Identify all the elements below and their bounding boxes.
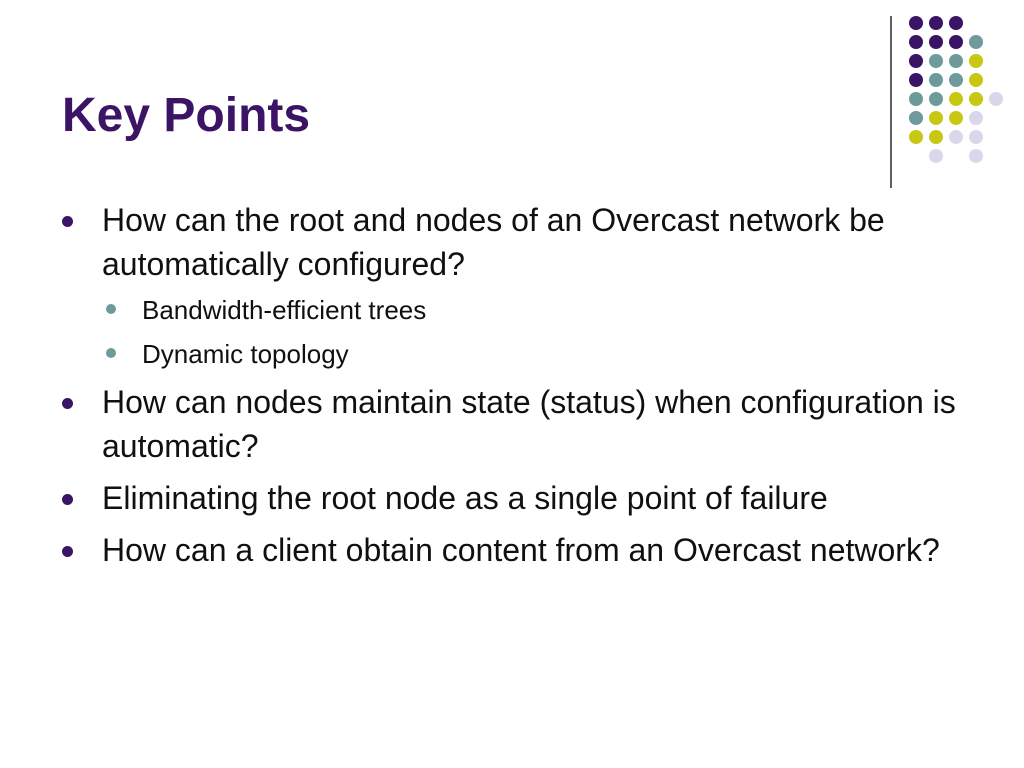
decor-dot [929, 35, 943, 49]
decor-dot [929, 92, 943, 106]
decor-dot [949, 130, 963, 144]
decor-dot [909, 130, 923, 144]
decor-dot [949, 111, 963, 125]
decor-dot [929, 73, 943, 87]
decor-dot [949, 54, 963, 68]
decor-dot [909, 54, 923, 68]
bullet-dot-icon [62, 216, 73, 227]
decor-dot [989, 92, 1003, 106]
decor-dot [909, 16, 923, 30]
sub-bullet-list [102, 292, 982, 372]
decor-dot [929, 149, 943, 163]
decor-dot [969, 35, 983, 49]
decor-dot [929, 111, 943, 125]
decor-dot [929, 16, 943, 30]
bullet-item [62, 380, 982, 468]
bullet-text: Eliminating the root node as a single point of failure [102, 480, 828, 516]
decor-dot [969, 73, 983, 87]
bullet-text: How can nodes maintain state (status) when configuration is automatic? [102, 384, 956, 464]
bullet-dot-icon [62, 494, 73, 505]
bullet-list [62, 198, 982, 580]
bullet-item [62, 198, 982, 372]
decor-dot [969, 54, 983, 68]
decor-dot [969, 92, 983, 106]
sub-bullet-dot-icon [106, 304, 116, 314]
decor-dot [929, 54, 943, 68]
bullet-item [62, 476, 982, 520]
decor-dot [909, 35, 923, 49]
sub-bullet-text: Dynamic topology [142, 339, 349, 369]
decor-dot [909, 111, 923, 125]
decor-dot [949, 35, 963, 49]
bullet-text: How can a client obtain content from an Overcast network? [102, 532, 940, 568]
decor-dot [909, 92, 923, 106]
decor-dot [969, 149, 983, 163]
decor-dot [949, 73, 963, 87]
sub-bullet-item [102, 336, 982, 372]
decor-dot [909, 73, 923, 87]
sub-bullet-dot-icon [106, 348, 116, 358]
decorative-dot-grid [0, 0, 1024, 200]
decor-dot [929, 130, 943, 144]
decor-dot [969, 130, 983, 144]
sub-bullet-item [102, 292, 982, 328]
bullet-item [62, 528, 982, 572]
sub-bullet-text: Bandwidth-efficient trees [142, 295, 427, 325]
bullet-text: How can the root and nodes of an Overcast network be automatically configured? [102, 202, 885, 282]
decor-dot [949, 16, 963, 30]
slide-title: Key Points [62, 89, 311, 142]
bullet-dot-icon [62, 546, 73, 557]
bullet-dot-icon [62, 398, 73, 409]
decor-dot [969, 111, 983, 125]
decor-dot [949, 92, 963, 106]
